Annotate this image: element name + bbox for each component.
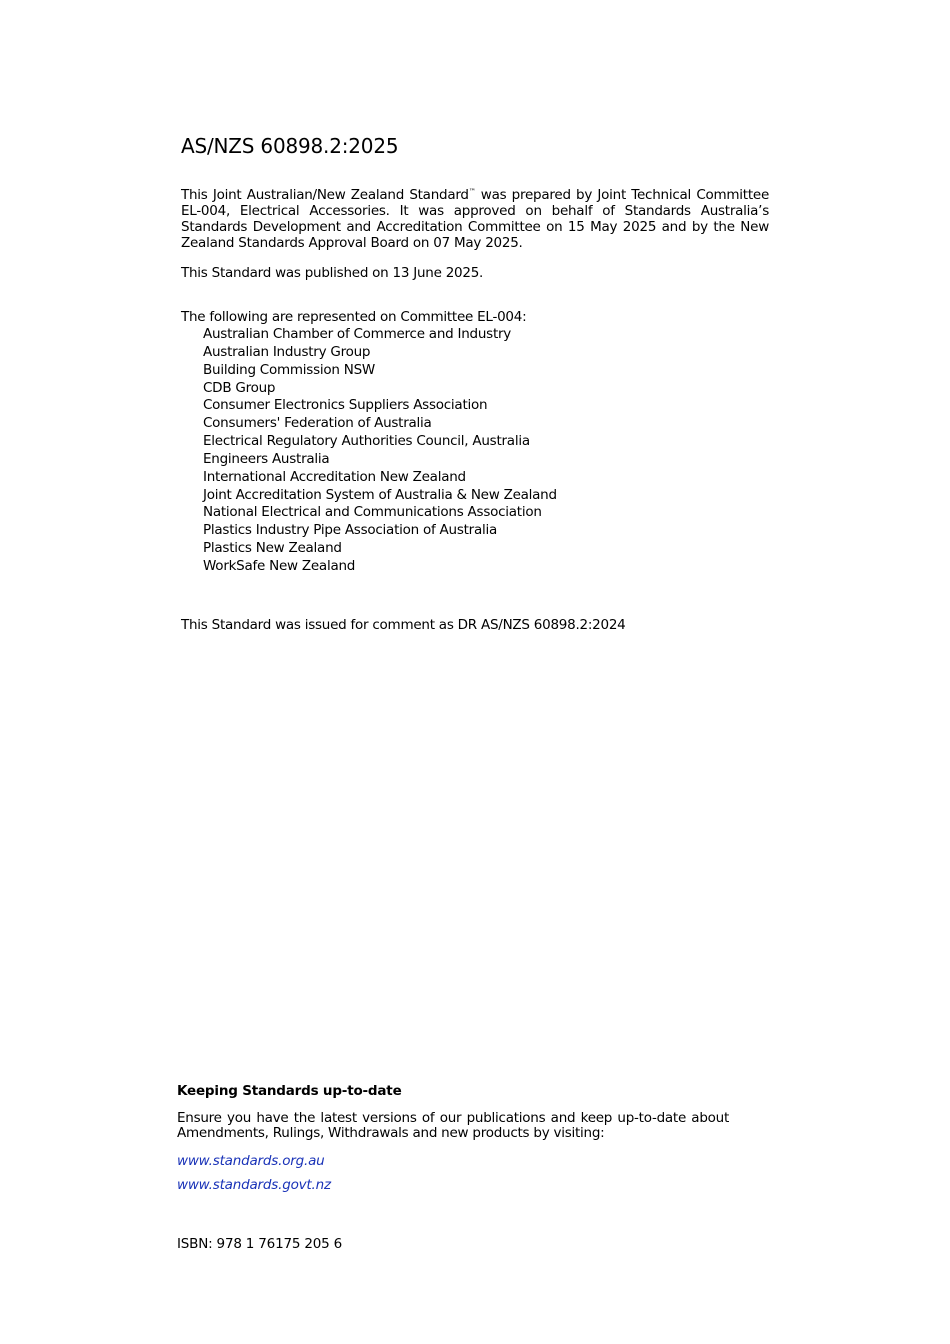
committee-member: International Accreditation New Zealand (203, 468, 466, 485)
standards-australia-link[interactable]: www.standards.org.au (177, 1153, 325, 1169)
approval-paragraph (181, 187, 769, 251)
committee-member: Plastics Industry Pipe Association of Australia (203, 522, 497, 539)
trademark-symbol: ™ (468, 187, 476, 196)
committee-member: WorkSafe New Zealand (203, 557, 356, 574)
committee-member: Plastics New Zealand (203, 540, 342, 557)
committee-member: Consumers' Federation of Australia (203, 415, 432, 432)
footer-heading: Keeping Standards up-to-date (177, 1083, 402, 1099)
committee-member: Electrical Regulatory Authorities Council, Australia (203, 433, 530, 450)
committee-member: Engineers Australia (203, 450, 330, 467)
committee-member-list (203, 326, 557, 576)
committee-intro: The following are represented on Committee EL-004: (181, 309, 527, 325)
approval-text-start: This Joint Australian/New Zealand Standard (181, 187, 469, 203)
footer-text: Ensure you have the latest versions of our publications and keep up-to-date about Amendments, Rulings, Withdrawals and new products by visiting: (177, 1110, 729, 1141)
committee-member: CDB Group (203, 379, 276, 396)
draft-comment-note: This Standard was issued for comment as DR AS/NZS 60898.2:2024 (181, 617, 626, 633)
committee-member: National Electrical and Communications Association (203, 504, 542, 521)
committee-member: Consumer Electronics Suppliers Association (203, 397, 488, 414)
committee-member: Joint Accreditation System of Australia & New Zealand (203, 486, 557, 503)
isbn-number: ISBN: 978 1 76175 205 6 (177, 1236, 342, 1252)
committee-member: Australian Industry Group (203, 343, 371, 360)
published-date-text: This Standard was published on 13 June 2025. (181, 265, 484, 281)
approval-text-rest: was prepared by Joint Technical Committee EL-004, Electrical Accessories. It was approved on behalf of Standards Australia’s Standards Development and Accreditation Committee on 15 May 2025 and by the New Zealand Standards Approval Board on 07 May 2025. (181, 187, 770, 251)
committee-member: Building Commission NSW (203, 361, 375, 378)
committee-member: Australian Chamber of Commerce and Industry (203, 326, 512, 342)
standards-nz-link[interactable]: www.standards.govt.nz (177, 1177, 331, 1193)
document-title: AS/NZS 60898.2:2025 (181, 134, 399, 158)
